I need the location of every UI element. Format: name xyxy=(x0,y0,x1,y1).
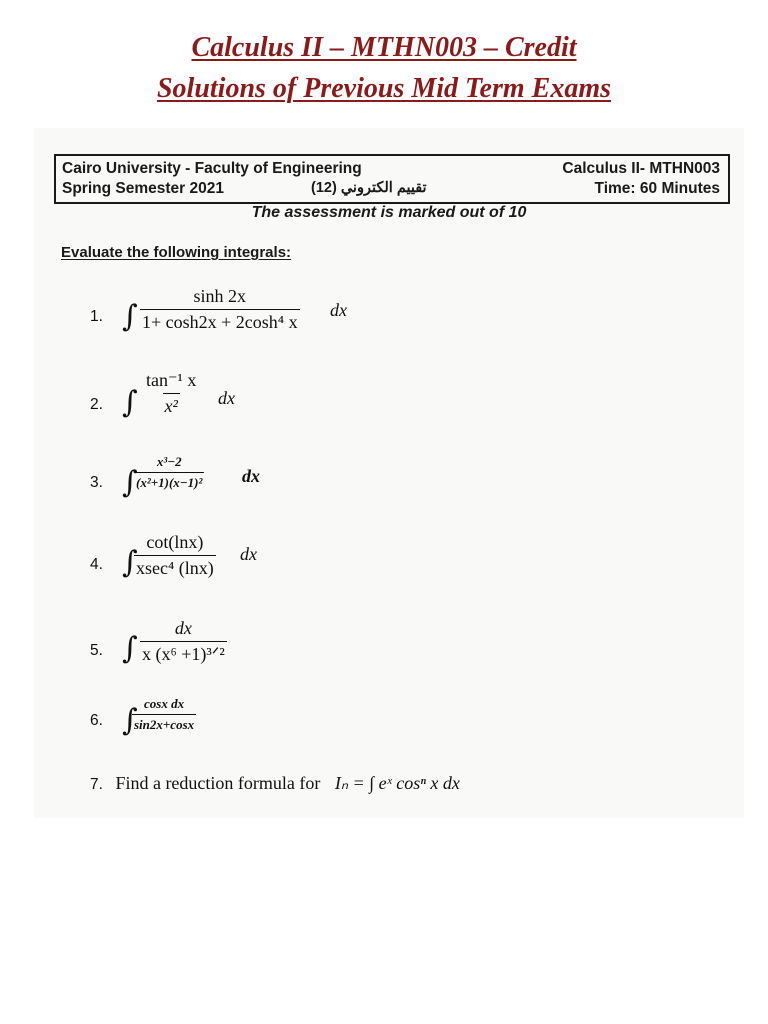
scanned-exam-page xyxy=(34,128,744,818)
problem-number: 2. xyxy=(90,396,103,413)
fraction xyxy=(134,532,216,579)
numerator: x³−2 xyxy=(156,454,182,469)
integral-sign: ∫ xyxy=(122,631,138,666)
fraction xyxy=(134,454,204,491)
numerator: dx xyxy=(174,618,192,638)
denominator: xsec⁴ (lnx) xyxy=(134,555,216,579)
reduction-formula: Iₙ = ∫ eˣ cosⁿ x dx xyxy=(334,773,460,793)
problem-number: 4. xyxy=(90,556,103,573)
integral-sign: ∫ xyxy=(122,545,138,580)
fraction xyxy=(140,618,227,665)
differential: dx xyxy=(218,388,235,408)
integral-sign: ∫ xyxy=(122,465,138,500)
denominator: x (x⁶ +1)³ᐟ² xyxy=(140,641,227,665)
differential: dx xyxy=(240,544,257,564)
exam-header-box xyxy=(54,154,730,204)
problem-number: 5. xyxy=(90,642,103,659)
problem-number: 3. xyxy=(90,474,103,491)
problem-number: 6. xyxy=(90,712,103,729)
instruction-heading: Evaluate the following integrals: xyxy=(61,244,292,261)
numerator: cosx dx xyxy=(144,696,185,711)
problem-number: 7. xyxy=(90,776,103,793)
fraction xyxy=(144,370,198,417)
integral-sign: ∫ xyxy=(122,703,138,738)
numerator: cot(lnx) xyxy=(146,532,204,552)
denominator: sin2x+cosx xyxy=(132,714,196,733)
denominator: 1+ cosh2x + 2cosh⁴ x xyxy=(140,309,300,333)
semester: Spring Semester 2021 xyxy=(62,180,224,197)
numerator: tan⁻¹ x xyxy=(146,370,197,390)
fraction xyxy=(132,696,196,733)
assessment-note: The assessment is marked out of 10 xyxy=(251,204,527,221)
integral-sign: ∫ xyxy=(122,385,138,420)
denominator: x² xyxy=(163,393,180,417)
differential: dx xyxy=(242,466,260,486)
document-title-line-2: Solutions of Previous Mid Term Exams xyxy=(156,73,612,104)
problem-number: 1. xyxy=(90,308,103,325)
exam-time: Time: 60 Minutes xyxy=(594,180,720,197)
integral-sign: ∫ xyxy=(122,299,138,334)
problem-7-text: Find a reduction formula for xyxy=(115,773,321,793)
denominator: (x²+1)(x−1)² xyxy=(134,472,204,491)
arabic-note: تقييم الكتروني (12) xyxy=(311,180,427,196)
fraction xyxy=(140,286,300,333)
numerator: sinh 2x xyxy=(193,286,247,306)
differential: dx xyxy=(330,300,347,320)
document-title-line-1: Calculus II – MTHN003 – Credit xyxy=(191,32,577,63)
problem-7 xyxy=(90,773,460,794)
university-name: Cairo University - Faculty of Engineering xyxy=(62,160,362,177)
course-code: Calculus II- MTHN003 xyxy=(562,160,720,177)
